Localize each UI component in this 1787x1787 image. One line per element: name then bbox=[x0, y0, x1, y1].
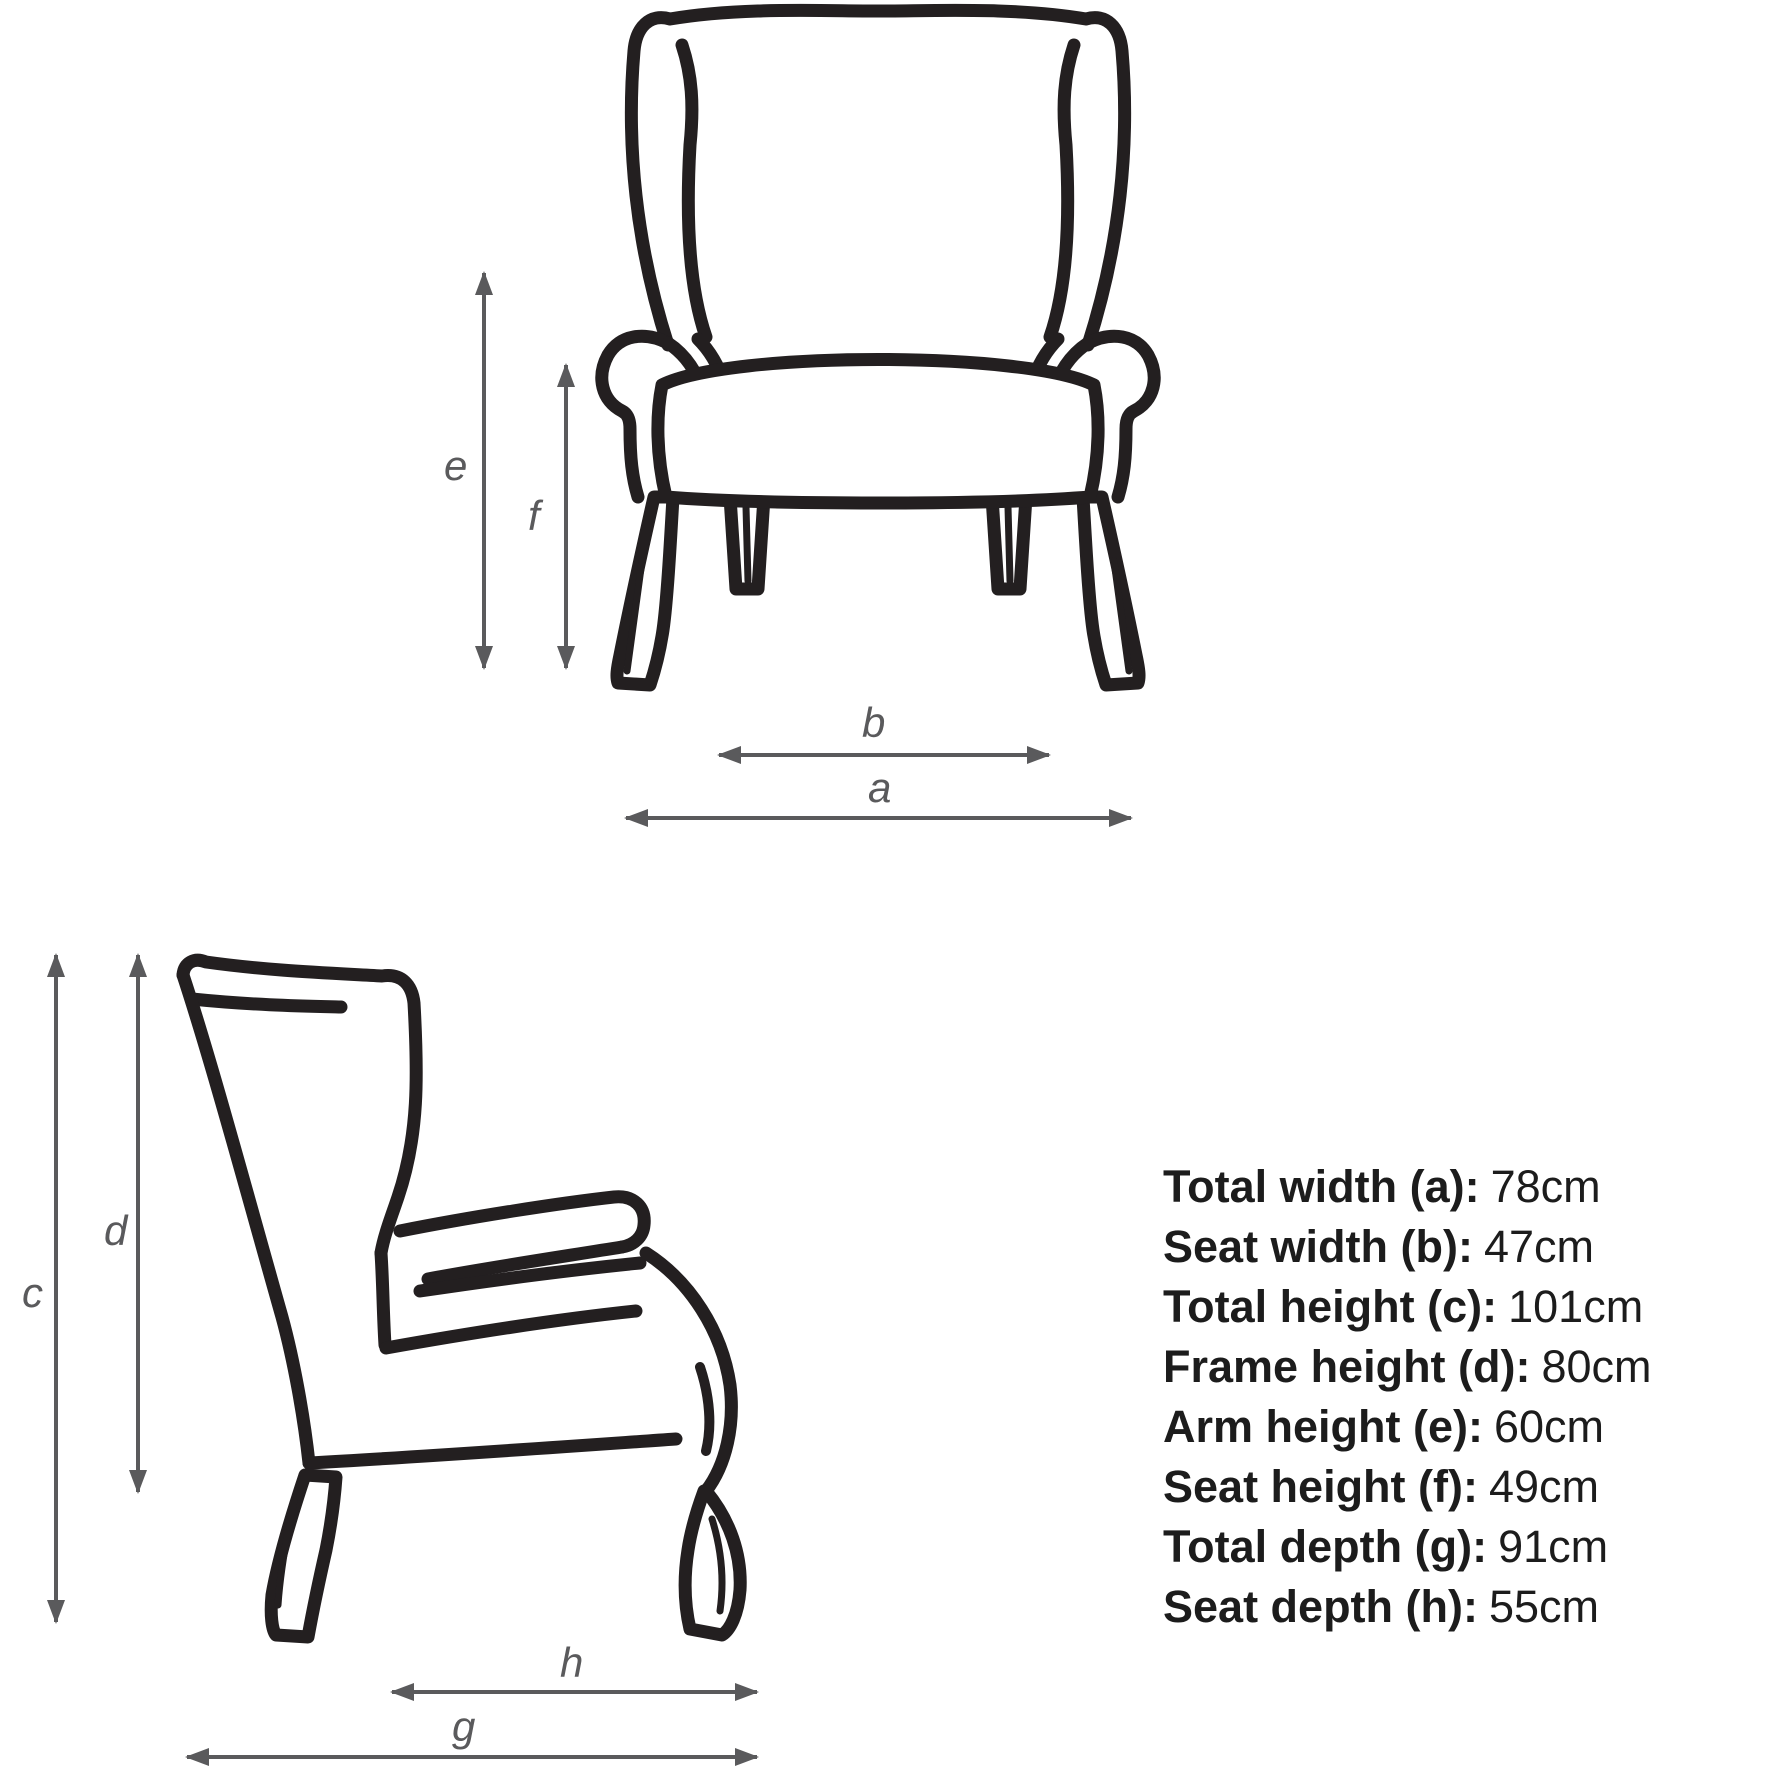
dim-label-a: a bbox=[868, 764, 892, 811]
spec-value: 55cm bbox=[1488, 1581, 1600, 1632]
spec-row bbox=[1163, 1457, 1652, 1517]
dim-label-c: c bbox=[22, 1269, 43, 1316]
dim-label-f: f bbox=[528, 492, 540, 539]
spec-row bbox=[1163, 1217, 1652, 1277]
dimension-list bbox=[1163, 1157, 1652, 1637]
spec-row bbox=[1163, 1577, 1652, 1637]
front-view-drawing bbox=[430, 5, 1150, 835]
spec-value: 49cm bbox=[1488, 1461, 1600, 1512]
spec-value: 47cm bbox=[1483, 1221, 1595, 1272]
spec-label: Frame height (d): bbox=[1163, 1341, 1531, 1392]
spec-row bbox=[1163, 1157, 1652, 1217]
spec-value: 101cm bbox=[1508, 1281, 1644, 1332]
spec-label: Seat width (b): bbox=[1163, 1221, 1473, 1272]
front-chair-drawing bbox=[602, 10, 1154, 685]
spec-label: Total height (c): bbox=[1163, 1281, 1498, 1332]
dim-label-e: e bbox=[444, 442, 468, 489]
side-chair-drawing bbox=[183, 960, 740, 1637]
dim-label-h: h bbox=[560, 1639, 584, 1686]
dim-label-g: g bbox=[452, 1703, 476, 1750]
side-view-dimensions bbox=[22, 955, 757, 1757]
spec-value: 78cm bbox=[1490, 1161, 1601, 1212]
spec-value: 91cm bbox=[1498, 1521, 1609, 1572]
spec-row bbox=[1163, 1337, 1652, 1397]
spec-label: Arm height (e): bbox=[1163, 1401, 1483, 1452]
dim-label-b: b bbox=[862, 699, 886, 746]
dim-label-d: d bbox=[104, 1207, 128, 1254]
spec-label: Total depth (g): bbox=[1163, 1521, 1488, 1572]
spec-label: Total width (a): bbox=[1163, 1161, 1480, 1212]
spec-row bbox=[1163, 1277, 1652, 1337]
spec-value: 80cm bbox=[1541, 1341, 1652, 1392]
spec-label: Seat height (f): bbox=[1163, 1461, 1478, 1512]
spec-row bbox=[1163, 1517, 1652, 1577]
side-view-drawing bbox=[0, 935, 800, 1787]
spec-row bbox=[1163, 1397, 1652, 1457]
spec-value: 60cm bbox=[1494, 1401, 1605, 1452]
spec-label: Seat depth (h): bbox=[1163, 1581, 1478, 1632]
